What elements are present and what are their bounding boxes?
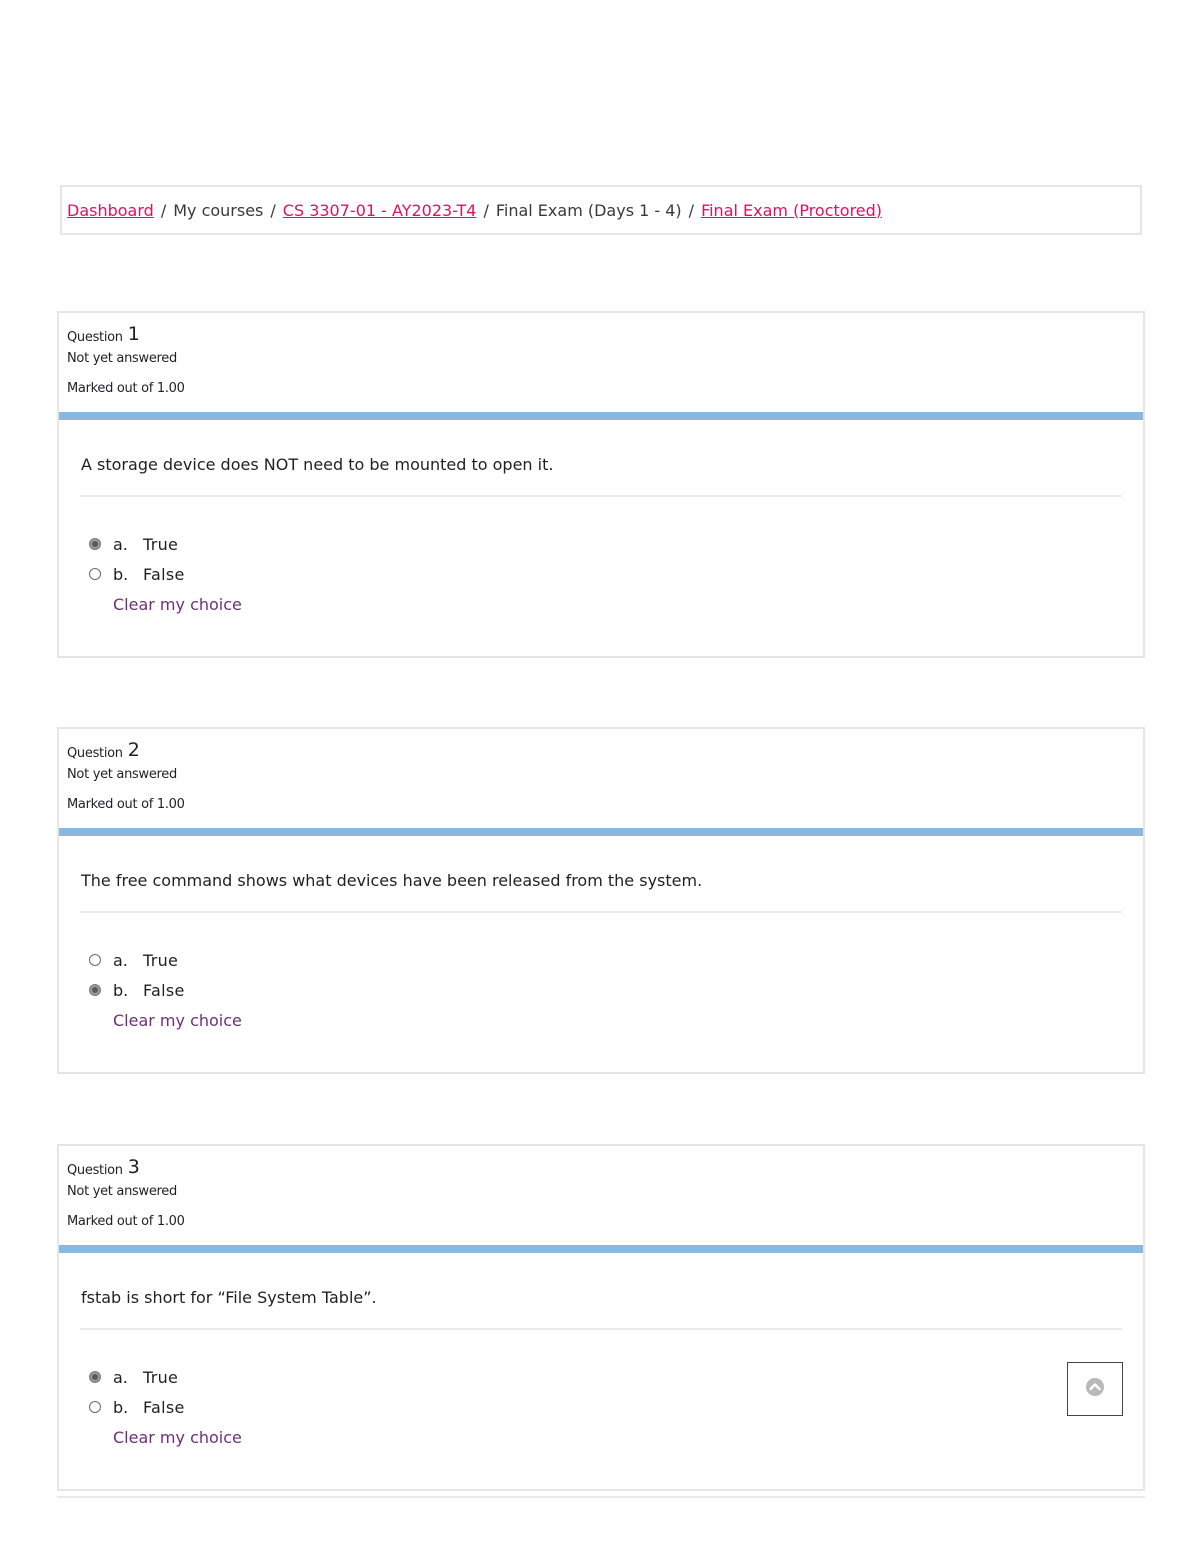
breadcrumb-separator: / (483, 200, 489, 220)
radio-button[interactable] (89, 954, 101, 966)
question-card-3 (57, 1144, 1145, 1491)
answer-label: True (143, 534, 179, 554)
chevron-up-circle-icon (1085, 1377, 1105, 1401)
answer-list (89, 945, 185, 1005)
answer-letter: b. (113, 564, 129, 584)
question-info (67, 321, 185, 399)
radio-button[interactable] (89, 568, 101, 580)
breadcrumb-quiz-link[interactable]: Final Exam (Proctored) (701, 200, 883, 220)
question-mark: Marked out of 1.00 (67, 1214, 185, 1229)
question-number: 1 (127, 323, 140, 345)
question-text: fstab is short for “File System Table”. (81, 1288, 377, 1307)
back-to-top-button[interactable] (1067, 1362, 1123, 1416)
answer-label: True (143, 950, 179, 970)
clear-my-choice-link[interactable]: Clear my choice (113, 1428, 242, 1447)
answer-letter: a. (113, 534, 128, 554)
breadcrumb-separator: / (688, 200, 695, 220)
breadcrumb-separator: / (270, 200, 276, 220)
radio-button-checked[interactable] (89, 1371, 101, 1383)
breadcrumb-course-link[interactable]: CS 3307-01 - AY2023-T4 (282, 200, 477, 220)
question-label: Question (67, 746, 123, 761)
question-card-2 (57, 727, 1145, 1074)
question-label: Question (67, 330, 123, 345)
answer-list (89, 1362, 185, 1422)
answer-option-b[interactable] (89, 1392, 185, 1422)
question-mark: Marked out of 1.00 (67, 381, 185, 396)
divider (80, 1328, 1122, 1330)
breadcrumb-dashboard-link[interactable]: Dashboard (67, 200, 154, 220)
answer-label: False (143, 1397, 185, 1417)
answer-label: False (143, 980, 185, 1000)
question-state: Not yet answered (67, 767, 177, 782)
question-content-bar (59, 412, 1143, 420)
radio-button[interactable] (89, 1401, 101, 1413)
answer-label: False (143, 564, 185, 584)
radio-button-checked[interactable] (89, 538, 101, 550)
answer-option-a[interactable] (89, 1362, 185, 1392)
question-text: A storage device does NOT need to be mounted to open it. (81, 455, 554, 474)
question-state: Not yet answered (67, 351, 177, 366)
answer-list (89, 529, 185, 589)
answer-option-b[interactable] (89, 975, 185, 1005)
divider (80, 495, 1122, 497)
question-text: The free command shows what devices have been released from the system. (81, 871, 703, 890)
answer-option-a[interactable] (89, 529, 185, 559)
question-content-bar (59, 828, 1143, 836)
answer-option-a[interactable] (89, 945, 185, 975)
question-info (67, 1154, 185, 1232)
breadcrumb-my-courses: My courses (173, 200, 264, 220)
answer-letter: b. (113, 980, 129, 1000)
answer-letter: b. (113, 1397, 129, 1417)
question-content-bar (59, 1245, 1143, 1253)
question-label: Question (67, 1163, 123, 1178)
breadcrumb-separator: / (160, 200, 167, 220)
answer-letter: a. (113, 1367, 128, 1387)
answer-label: True (143, 1367, 179, 1387)
divider (80, 911, 1122, 913)
radio-button-checked[interactable] (89, 984, 101, 996)
breadcrumb-final-exam-section: Final Exam (Days 1 - 4) (495, 200, 682, 220)
page-divider (57, 1496, 1145, 1498)
clear-my-choice-link[interactable]: Clear my choice (113, 1011, 242, 1030)
question-card-1 (57, 311, 1145, 658)
question-number: 3 (127, 1156, 140, 1178)
question-state: Not yet answered (67, 1184, 177, 1199)
breadcrumb (60, 185, 1142, 235)
question-info (67, 737, 185, 815)
answer-option-b[interactable] (89, 559, 185, 589)
answer-letter: a. (113, 950, 128, 970)
clear-my-choice-link[interactable]: Clear my choice (113, 595, 242, 614)
question-number: 2 (127, 739, 140, 761)
question-mark: Marked out of 1.00 (67, 797, 185, 812)
